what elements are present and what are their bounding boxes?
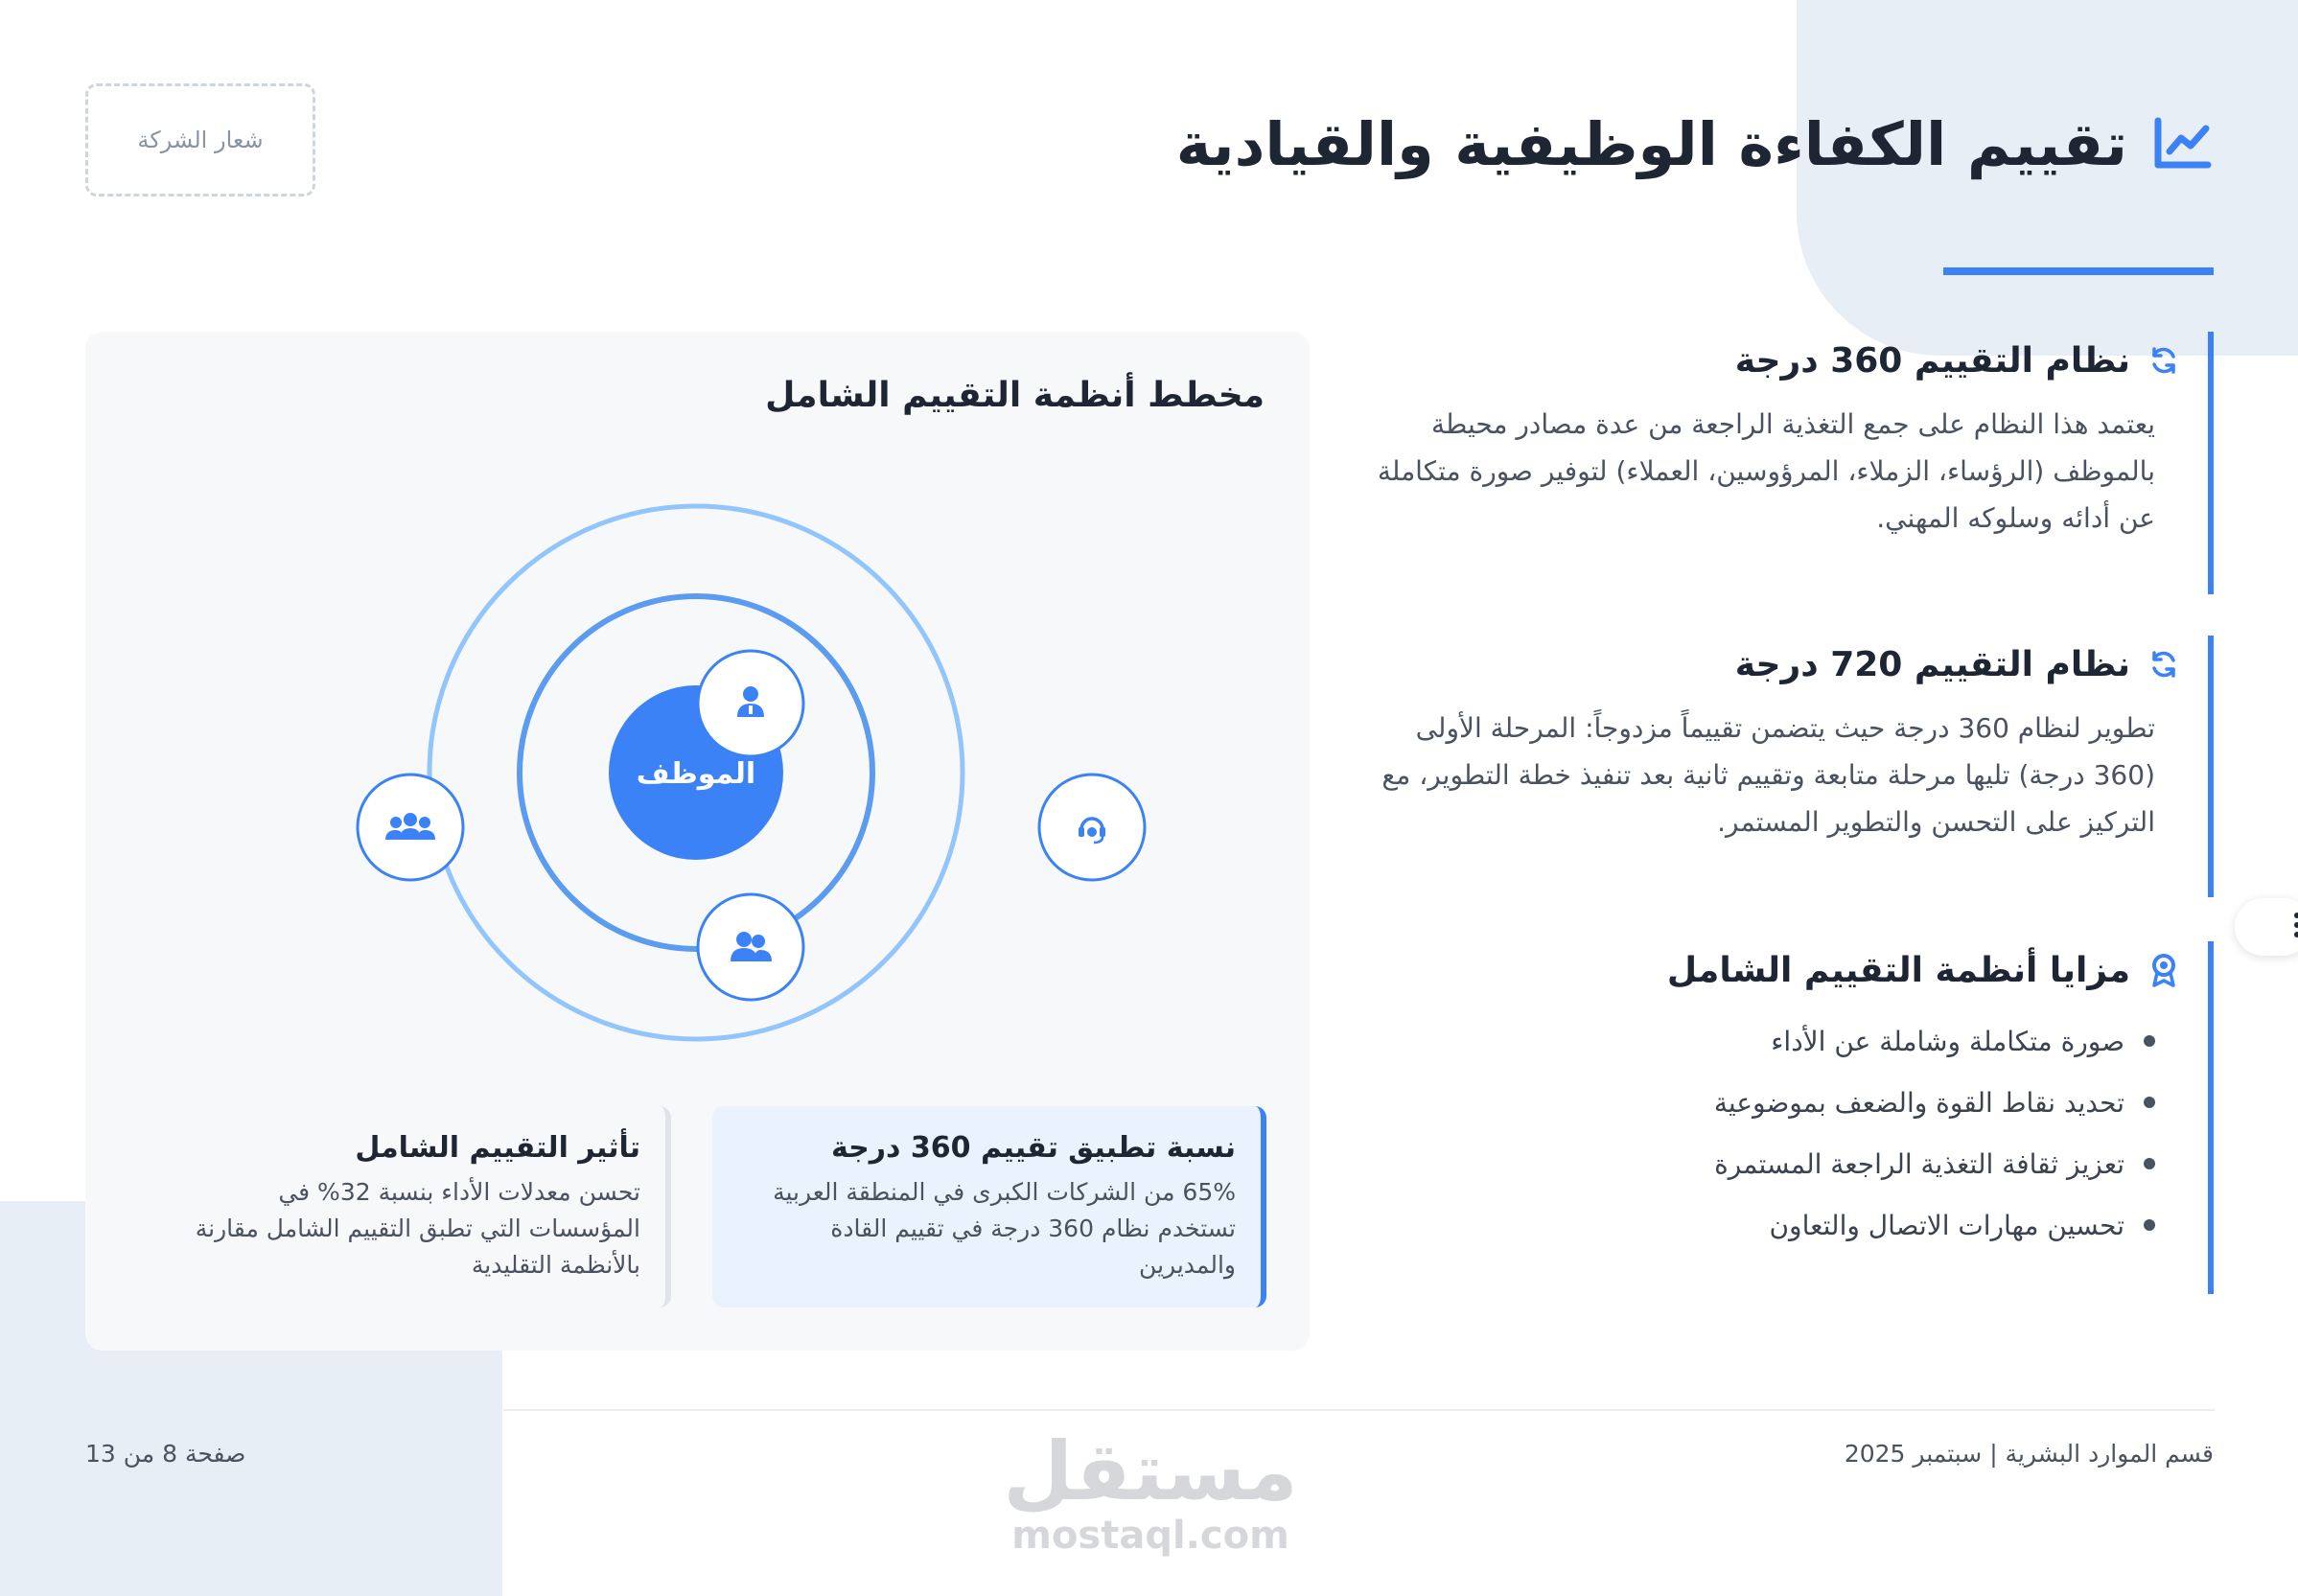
section-720-body: تطوير لنظام 360 درجة حيث يتضمن تقييماً مزدوجاً: المرحلة الأولى (360 درجة) تليها مرحلة متابعة وتقييم ثانية بعد تنفيذ خطة التطوير، مع التركيز على التحسن والتطوير المستمر. <box>1381 712 2155 838</box>
watermark-arabic: مستقل <box>1003 1424 1298 1518</box>
node-manager <box>698 651 803 756</box>
node-customer-support <box>1039 775 1145 880</box>
center-label: الموظف <box>636 757 756 791</box>
logo-placeholder-text: شعار الشركة <box>137 127 264 153</box>
page-title: تقييم الكفاءة الوظيفية والقيادية <box>1175 108 2127 179</box>
section-360-body: يعتمد هذا النظام على جمع التغذية الراجعة من عدة مصادر محيطة بالموظف (الرؤساء، الزملاء، المرؤوسين، العملاء) لتوفير صورة متكاملة عن أدائه وسلوكه المهني. <box>1377 408 2155 534</box>
bullet-icon <box>2144 1158 2155 1169</box>
watermark-logo <box>997 1424 1304 1558</box>
award-icon <box>2147 954 2180 986</box>
bullet-icon <box>2144 1035 2155 1047</box>
benefit-text: صورة متكاملة وشاملة عن الأداء <box>1771 1025 2124 1057</box>
section-benefits-title: مزايا أنظمة التقييم الشامل <box>1666 950 2130 990</box>
section-360-title: نظام التقييم 360 درجة <box>1734 340 2130 381</box>
section-benefits <box>1351 941 2214 1294</box>
company-logo-placeholder <box>85 83 315 197</box>
list-item <box>1351 1194 2155 1256</box>
footer-divider <box>503 1409 2215 1411</box>
stat-card-impact-body: تحسن معدلات الأداء بنسبة 32% في المؤسسات التي تطبق التقييم الشامل مقارنة بالأنظمة التقليدية <box>195 1178 640 1279</box>
stat-card-adoption-title: نسبة تطبيق تقييم 360 درجة <box>830 1131 1236 1165</box>
bullet-icon <box>2144 1097 2155 1108</box>
section-720 <box>1351 636 2214 897</box>
footer-page-number: صفحة 8 من 13 <box>85 1440 246 1468</box>
page-header <box>1176 96 2214 192</box>
benefits-list <box>1351 1010 2155 1256</box>
benefit-text: تحديد نقاط القوة والضعف بموضوعية <box>1713 1086 2124 1119</box>
section-720-header <box>1351 636 2180 693</box>
list-item <box>1351 1133 2155 1194</box>
section-360-header <box>1351 332 2180 389</box>
section-360 <box>1351 332 2214 594</box>
section-720-title: نظام التقييم 720 درجة <box>1734 644 2130 684</box>
title-underline <box>1943 267 2214 275</box>
grip-dots-icon <box>2292 911 2298 943</box>
watermark-english: mostaql.com <box>1011 1514 1289 1558</box>
stat-card-impact-title: تأثير التقييم الشامل <box>355 1131 640 1165</box>
evaluation-diagram <box>85 332 1310 1099</box>
list-item <box>1351 1010 2155 1072</box>
sync-icon <box>2147 648 2180 681</box>
sync-icon <box>2147 344 2180 377</box>
bullet-icon <box>2144 1219 2155 1231</box>
section-benefits-header <box>1351 941 2180 999</box>
benefit-text: تعزيز ثقافة التغذية الراجعة المستمرة <box>1714 1147 2124 1180</box>
chart-line-icon <box>2152 113 2214 174</box>
node-peers <box>698 894 803 1000</box>
footer-department: قسم الموارد البشرية | سبتمبر 2025 <box>1844 1440 2214 1468</box>
stat-card-adoption-body: 65% من الشركات الكبرى في المنطقة العربية تستخدم نظام 360 درجة في تقييم القادة والمديرين <box>773 1178 1236 1279</box>
benefit-text: تحسين مهارات الاتصال والتعاون <box>1769 1209 2124 1241</box>
panel-title: مخطط أنظمة التقييم الشامل <box>765 376 1265 415</box>
list-item <box>1351 1072 2155 1133</box>
diagram-panel <box>85 332 1310 1351</box>
stat-card-adoption <box>712 1106 1266 1307</box>
node-team <box>358 775 463 880</box>
stat-card-impact <box>157 1106 671 1307</box>
drag-handle[interactable] <box>2235 898 2298 956</box>
